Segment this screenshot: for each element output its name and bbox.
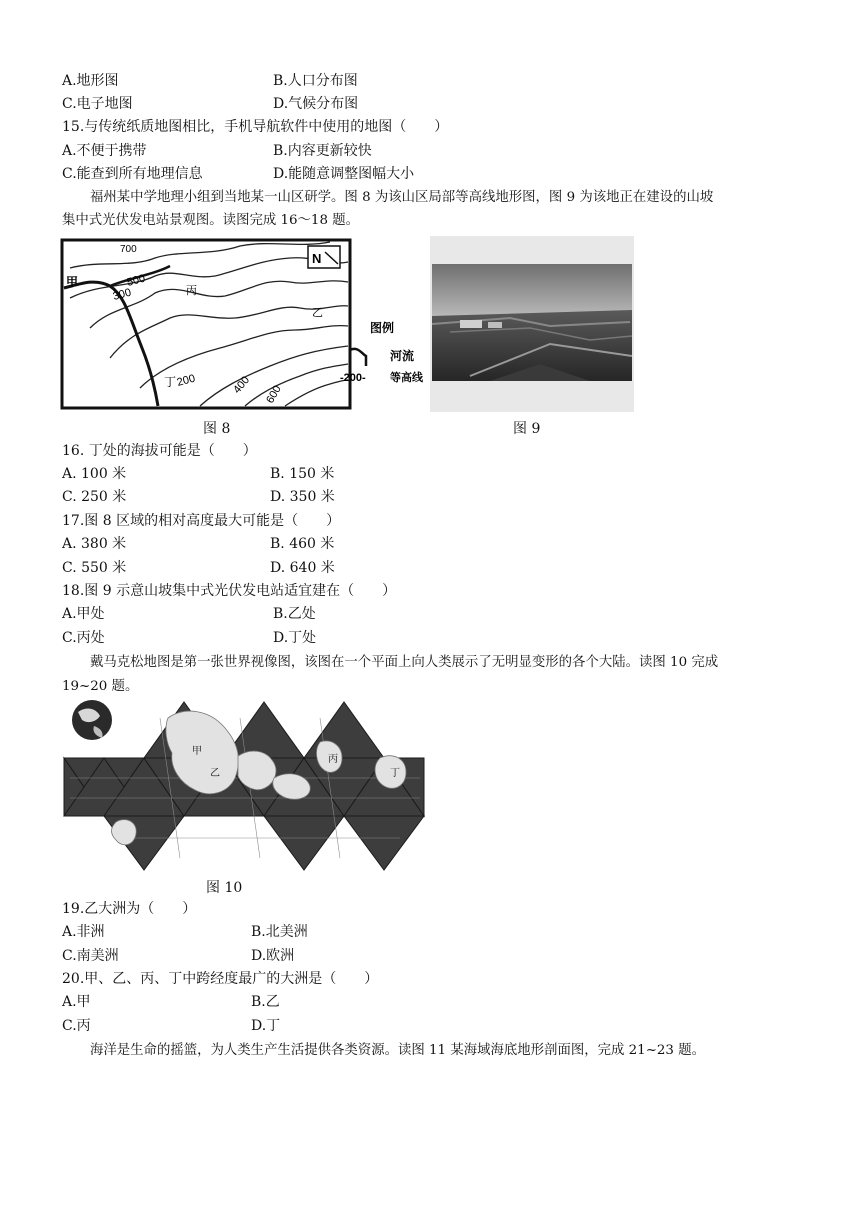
contour-label-400: 400 bbox=[231, 374, 253, 396]
north-arrow-icon bbox=[308, 246, 340, 268]
option-19b: B.北美洲 bbox=[251, 924, 308, 940]
globe-icon bbox=[72, 700, 112, 740]
contour-label-600: 600 bbox=[264, 383, 284, 406]
point-jia: 甲 bbox=[66, 275, 79, 289]
option-18d: D.丁处 bbox=[273, 630, 317, 646]
figure-9-photo bbox=[430, 236, 634, 412]
legend-title: 图例 bbox=[370, 321, 395, 335]
point-ding: 丁 bbox=[164, 375, 177, 389]
option-14c: C.电子地图 bbox=[62, 96, 133, 112]
question-20: 20.甲、乙、丙、丁中跨经度最广的大洲是（ ） bbox=[62, 971, 379, 987]
figure-8-caption: 图 8 bbox=[203, 421, 231, 437]
question-18: 18.图 9 示意山坡集中式光伏发电站适宜建在（ ） bbox=[62, 583, 397, 599]
option-17a: A. 380 米 bbox=[62, 536, 127, 552]
question-17: 17.图 8 区域的相对高度最大可能是（ ） bbox=[62, 513, 341, 529]
contour-label-500: 500 bbox=[125, 272, 147, 289]
option-17b: B. 460 米 bbox=[270, 536, 335, 552]
option-15d: D.能随意调整图幅大小 bbox=[273, 166, 415, 182]
svg-text:N: N bbox=[312, 251, 322, 266]
contour-label-300: 300 bbox=[111, 286, 133, 303]
option-20c: C.丙 bbox=[62, 1018, 91, 1034]
question-15: 15.与传统纸质地图相比，手机导航软件中使用的地图（ ） bbox=[62, 119, 449, 135]
option-18b: B.乙处 bbox=[273, 606, 316, 622]
option-20b: B.乙 bbox=[251, 994, 280, 1010]
option-16a: A. 100 米 bbox=[62, 466, 127, 482]
continent-jia: 甲 bbox=[192, 746, 202, 757]
option-19a: A.非洲 bbox=[62, 924, 105, 940]
continent-bing: 丙 bbox=[328, 754, 338, 765]
option-14d: D.气候分布图 bbox=[273, 96, 359, 112]
passage-16-18: 福州某中学地理小组到当地某一山区研学。图 8 为该山区局部等高线地形图，图 9 为该地正在建设的山坡 bbox=[90, 190, 714, 205]
question-19: 19.乙大洲为（ ） bbox=[62, 901, 197, 917]
option-20d: D.丁 bbox=[251, 1018, 281, 1034]
figure-8-contour-map bbox=[60, 238, 432, 410]
option-14b: B.人口分布图 bbox=[273, 73, 358, 89]
contour-label-700: 700 bbox=[120, 244, 137, 255]
passage-21-23: 海洋是生命的摇篮，为人类生产生活提供各类资源。读图 11 某海域海底地形剖面图，完成 21~23 题。 bbox=[90, 1043, 705, 1058]
option-15c: C.能查到所有地理信息 bbox=[62, 166, 203, 182]
passage-19-20-cont: 19~20 题。 bbox=[62, 679, 139, 694]
figure-9-caption: 图 9 bbox=[513, 421, 541, 437]
option-17d: D. 640 米 bbox=[270, 560, 335, 576]
point-bing: 丙 bbox=[186, 284, 197, 297]
legend-contour: 等高线 bbox=[390, 371, 423, 384]
option-14a: A.地形图 bbox=[62, 73, 119, 89]
option-20a: A.甲 bbox=[62, 994, 91, 1010]
option-16b: B. 150 米 bbox=[270, 466, 335, 482]
point-yi: 乙 bbox=[312, 306, 323, 319]
passage-16-18-cont: 集中式光伏发电站景观图。读图完成 16～18 题。 bbox=[62, 213, 360, 228]
option-18a: A.甲处 bbox=[62, 606, 105, 622]
option-16d: D. 350 米 bbox=[270, 489, 335, 505]
legend-river: 河流 bbox=[390, 349, 415, 363]
passage-19-20: 戴马克松地图是第一张世界视像图，该图在一个平面上向人类展示了无明显变形的各个大陆。读图 10 完成 bbox=[90, 655, 719, 670]
question-16: 16. 丁处的海拔可能是（ ） bbox=[62, 443, 257, 459]
option-19c: C.南美洲 bbox=[62, 948, 119, 964]
figure-10-caption: 图 10 bbox=[206, 880, 243, 896]
legend-contour-value: -200- bbox=[340, 372, 366, 384]
continent-yi: 乙 bbox=[210, 768, 220, 779]
option-15b: B.内容更新较快 bbox=[273, 143, 372, 159]
contour-label-200: 200 bbox=[175, 372, 197, 389]
figure-10-dymaxion-map bbox=[60, 698, 426, 872]
legend-river-icon bbox=[350, 349, 366, 366]
option-18c: C.丙处 bbox=[62, 630, 105, 646]
option-19d: D.欧洲 bbox=[251, 948, 295, 964]
option-16c: C. 250 米 bbox=[62, 489, 127, 505]
continent-ding: 丁 bbox=[390, 768, 400, 779]
option-17c: C. 550 米 bbox=[62, 560, 127, 576]
option-15a: A.不便于携带 bbox=[62, 143, 147, 159]
